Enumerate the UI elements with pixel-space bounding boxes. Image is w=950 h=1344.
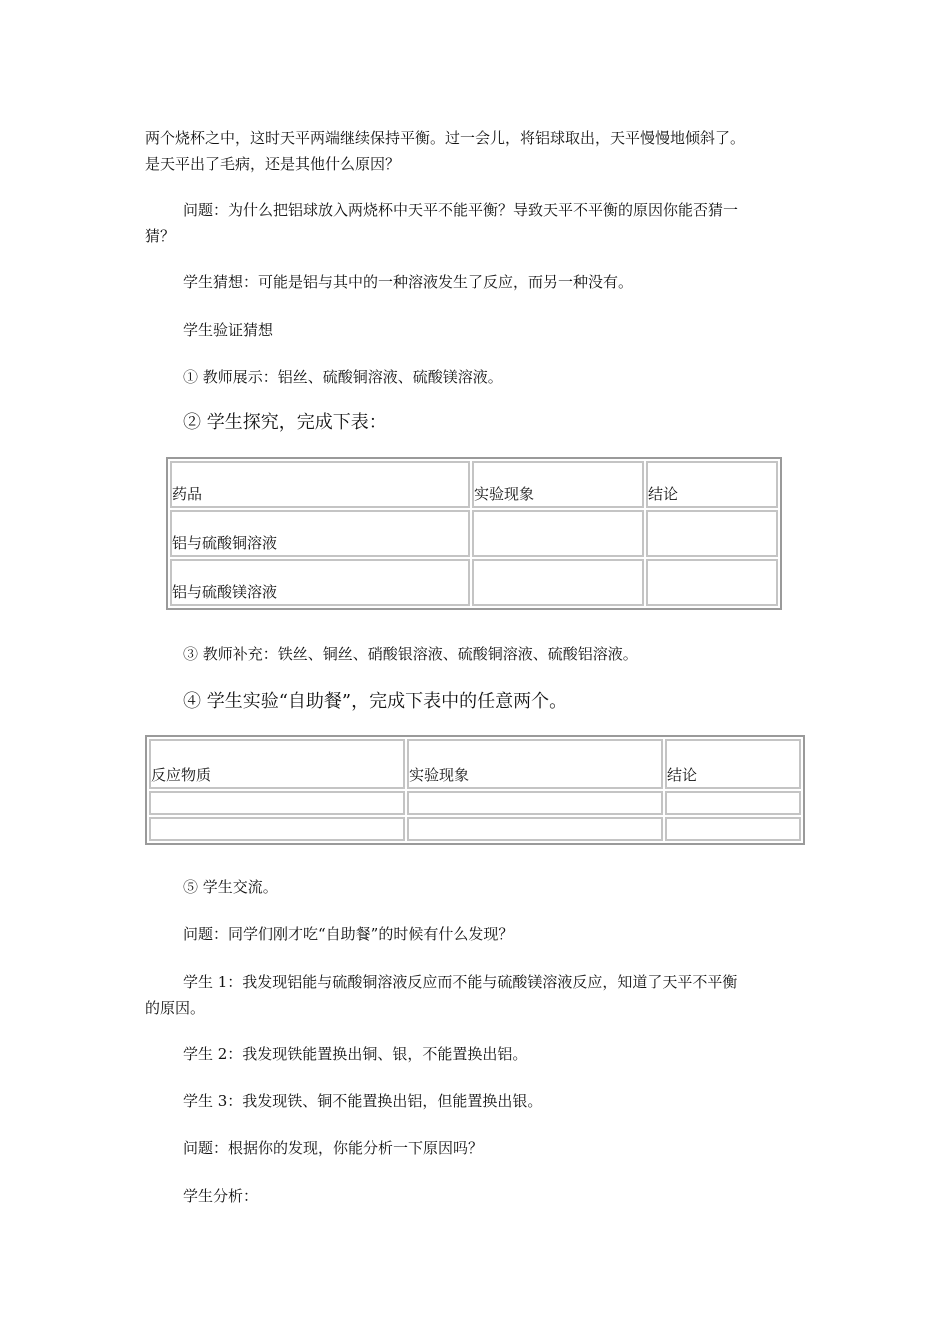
table-cell [149,817,405,841]
table-cell: 铝与硫酸铜溶液 [170,510,470,557]
table-cell [407,817,663,841]
student-3: 学生 3：我发现铁、铜不能置换出铝，但能置换出银。 [183,1092,543,1110]
table-row [149,791,801,815]
student-2: 学生 2：我发现铁能置换出铜、银，不能置换出铝。 [183,1045,528,1063]
table-cell [149,791,405,815]
student-analysis: 学生分析： [183,1187,259,1205]
self-service-table [145,735,805,845]
paragraph-line: 是天平出了毛病，还是其他什么原因？ [145,155,401,173]
table-cell [407,791,663,815]
table-header-cell: 实验现象 [472,461,644,508]
question-line: 问题：为什么把铝球放入两烧杯中天平不能平衡？导致天平不平衡的原因你能否猜一 [183,201,739,219]
step-3: ③ 教师补充：铁丝、铜丝、硝酸银溶液、硫酸铜溶液、硫酸铝溶液。 [183,645,638,663]
student-1-line: 的原因。 [145,999,206,1017]
table-header-cell: 结论 [646,461,778,508]
table-header-cell: 药品 [170,461,470,508]
table-cell [646,510,778,557]
table-cell [472,510,644,557]
table-cell: 铝与硫酸镁溶液 [170,559,470,606]
step-1: ① 教师展示：铝丝、硫酸铜溶液、硫酸镁溶液。 [183,368,503,386]
student-guess: 学生猜想：可能是铝与其中的一种溶液发生了反应，而另一种没有。 [183,273,634,291]
table-header-cell: 结论 [665,739,801,789]
verify-heading: 学生验证猜想 [183,321,274,339]
table-header-cell: 实验现象 [407,739,663,789]
table-row [170,510,778,557]
table-header-cell: 反应物质 [149,739,405,789]
step-5: ⑤ 学生交流。 [183,878,278,896]
question-2: 问题：同学们刚才吃“自助餐”的时候有什么发现？ [183,925,514,943]
student-1-line: 学生 1：我发现铝能与硫酸铜溶液反应而不能与硫酸镁溶液反应，知道了天平不平衡 [183,973,738,991]
table-row [170,559,778,606]
question-3: 问题：根据你的发现，你能分析一下原因吗？ [183,1139,484,1157]
table-header-row [170,461,778,508]
table-cell [646,559,778,606]
table-header-row [149,739,801,789]
table-cell [472,559,644,606]
paragraph-line: 两个烧杯之中，这时天平两端继续保持平衡。过一会儿，将铝球取出，天平慢慢地倾斜了。 [145,129,746,147]
question-line: 猜？ [145,227,176,245]
table-cell [665,791,801,815]
step-4: ④ 学生实验“自助餐”，完成下表中的任意两个。 [183,691,568,712]
table-cell [665,817,801,841]
exploration-table [166,457,782,610]
table-row [149,817,801,841]
step-2: ② 学生探究，完成下表： [183,412,387,433]
